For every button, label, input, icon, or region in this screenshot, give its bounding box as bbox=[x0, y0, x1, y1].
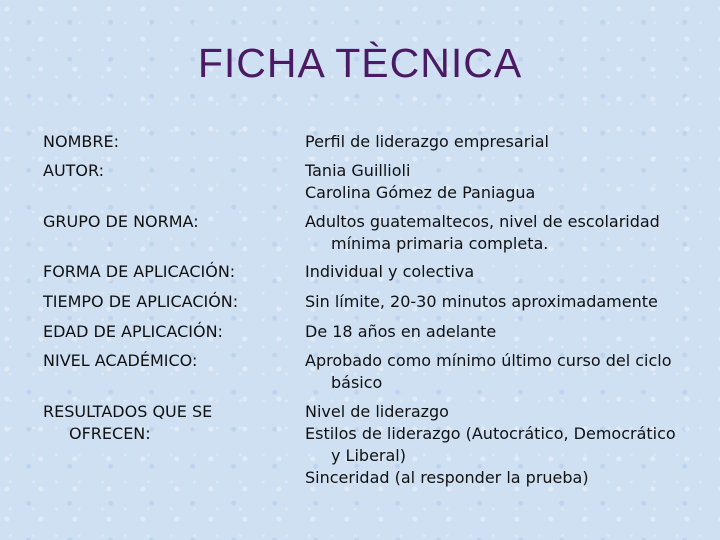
label-line: FORMA DE APLICACIÓN: bbox=[43, 262, 236, 281]
label-line: NIVEL ACADÉMICO: bbox=[43, 351, 198, 370]
label-line: RESULTADOS QUE SE bbox=[43, 402, 213, 421]
label-line: GRUPO DE NORMA: bbox=[43, 212, 199, 231]
field-label bbox=[43, 261, 293, 283]
field-value bbox=[305, 321, 705, 343]
field-value bbox=[305, 350, 705, 394]
label-line: TIEMPO DE APLICACIÓN: bbox=[43, 292, 239, 311]
field-label bbox=[43, 350, 293, 372]
field-label bbox=[43, 401, 293, 445]
value-line: Individual y colectiva bbox=[305, 262, 475, 281]
label-line: AUTOR: bbox=[43, 161, 105, 180]
field-value bbox=[305, 160, 705, 204]
page-title: FICHA TÈCNICA bbox=[197, 40, 523, 86]
field-value bbox=[305, 211, 705, 255]
field-value bbox=[305, 261, 705, 283]
field-label bbox=[43, 321, 293, 343]
value-line: Estilos de liderazgo (Autocrático, Democrático bbox=[305, 424, 676, 443]
field-value bbox=[305, 401, 705, 489]
value-line: Aprobado como mínimo último curso del ciclo bbox=[305, 351, 672, 370]
field-value bbox=[305, 291, 705, 313]
value-line: De 18 años en adelante bbox=[305, 322, 497, 341]
value-line: Nivel de liderazgo bbox=[305, 402, 449, 421]
label-line: NOMBRE: bbox=[43, 132, 119, 151]
value-line: Sin límite, 20-30 minutos aproximadamente bbox=[305, 292, 658, 311]
label-line: OFRECEN: bbox=[69, 424, 151, 443]
field-value bbox=[305, 131, 705, 153]
label-line: EDAD DE APLICACIÓN: bbox=[43, 322, 223, 341]
field-label bbox=[43, 291, 293, 313]
value-line: básico bbox=[331, 373, 383, 392]
value-line: Carolina Gómez de Paniagua bbox=[305, 183, 536, 202]
value-line: Tania Guillioli bbox=[305, 161, 411, 180]
value-line: mínima primaria completa. bbox=[331, 234, 549, 253]
field-label bbox=[43, 131, 293, 153]
field-label bbox=[43, 211, 293, 233]
field-label bbox=[43, 160, 293, 182]
value-line: Sinceridad (al responder la prueba) bbox=[305, 468, 589, 487]
value-line: Adultos guatemaltecos, nivel de escolaridad bbox=[305, 212, 660, 231]
value-line: Perfil de liderazgo empresarial bbox=[305, 132, 549, 151]
value-line: y Liberal) bbox=[331, 446, 406, 465]
